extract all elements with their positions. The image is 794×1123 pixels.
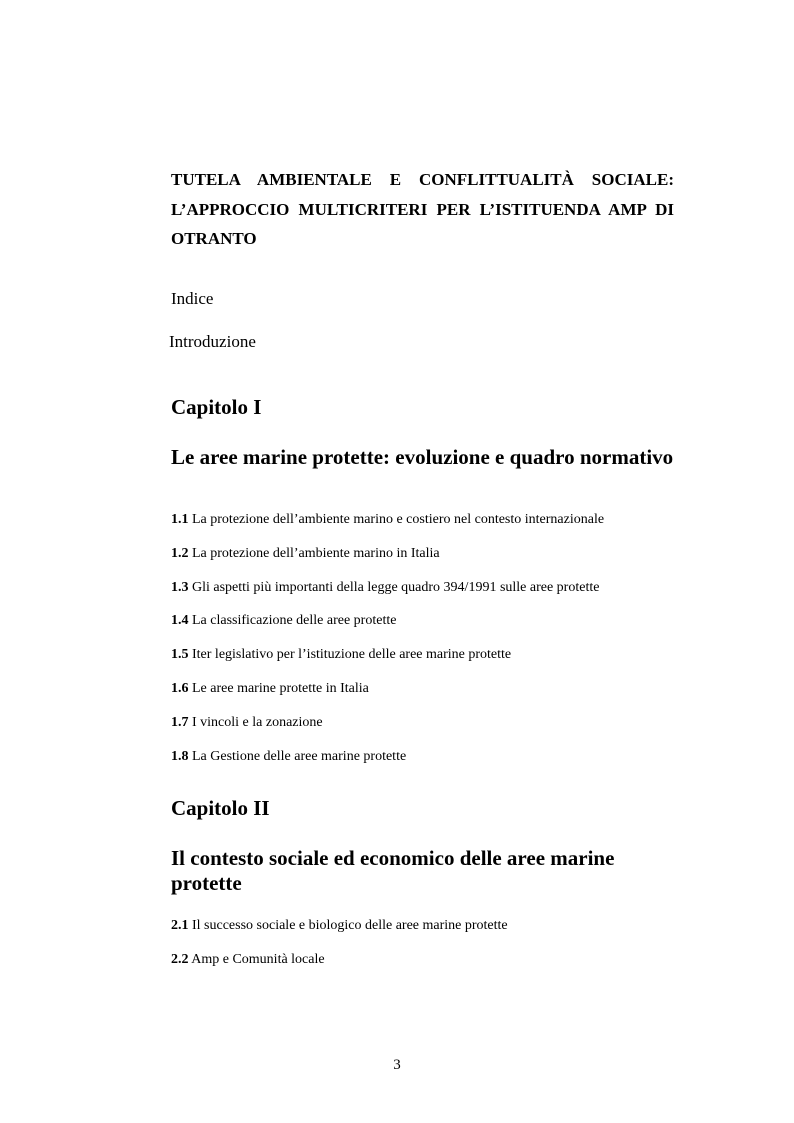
toc-item <box>171 613 396 629</box>
toc-item-number: 1.5 <box>171 647 189 662</box>
toc-item-number: 1.6 <box>171 681 189 696</box>
toc-item-text: Le aree marine protette in Italia <box>192 681 369 696</box>
toc-item-text: Iter legislativo per l’istituzione delle aree marine protette <box>192 647 512 662</box>
toc-item <box>171 546 440 562</box>
toc-item <box>171 512 604 528</box>
toc-item-number: 1.8 <box>171 749 189 764</box>
toc-item <box>171 952 325 968</box>
toc-item-number: 1.4 <box>171 613 189 628</box>
toc-item-text: I vincoli e la zonazione <box>192 715 323 730</box>
chapter-1-title: Le aree marine protette: evoluzione e quadro normativo <box>171 445 674 469</box>
toc-item-text: La classificazione delle aree protette <box>192 613 397 628</box>
toc-item-text: La Gestione delle aree marine protette <box>192 749 407 764</box>
toc-item-text: Gli aspetti più importanti della legge quadro 394/1991 sulle aree protette <box>192 580 600 595</box>
toc-item-number: 2.2 <box>171 952 189 967</box>
indice-heading: Indice <box>171 289 214 308</box>
toc-item-text: La protezione dell’ambiente marino e costiero nel contesto internazionale <box>192 512 605 527</box>
toc-item <box>171 647 511 663</box>
chapter-1-label: Capitolo I <box>171 395 262 419</box>
toc-item <box>171 918 508 934</box>
toc-item-number: 1.2 <box>171 546 189 561</box>
introduzione-entry: Introduzione <box>169 332 256 351</box>
title-line-1: TUTELA AMBIENTALE E CONFLITTUALITÀ SOCIALE: <box>171 170 674 189</box>
toc-item <box>171 715 323 731</box>
page-number: 3 <box>393 1057 401 1073</box>
toc-item-text: Il successo sociale e biologico delle aree marine protette <box>192 918 508 933</box>
document-title <box>171 165 674 254</box>
title-line-3: OTRANTO <box>171 229 257 248</box>
toc-item-number: 1.1 <box>171 512 189 527</box>
toc-item-number: 2.1 <box>171 918 189 933</box>
toc-item-number: 1.3 <box>171 580 189 595</box>
toc-item-number: 1.7 <box>171 715 189 730</box>
toc-item <box>171 681 369 697</box>
toc-item-text: La protezione dell’ambiente marino in Italia <box>192 546 440 561</box>
toc-item <box>171 580 599 596</box>
toc-item-text: Amp e Comunità locale <box>191 952 325 967</box>
chapter-2-label: Capitolo II <box>171 796 270 820</box>
chapter-2-title: Il contesto sociale ed economico delle aree marine protette <box>171 846 615 895</box>
title-line-2: L’APPROCCIO MULTICRITERI PER L’ISTITUENDA AMP DI <box>171 199 674 219</box>
toc-item <box>171 749 406 765</box>
